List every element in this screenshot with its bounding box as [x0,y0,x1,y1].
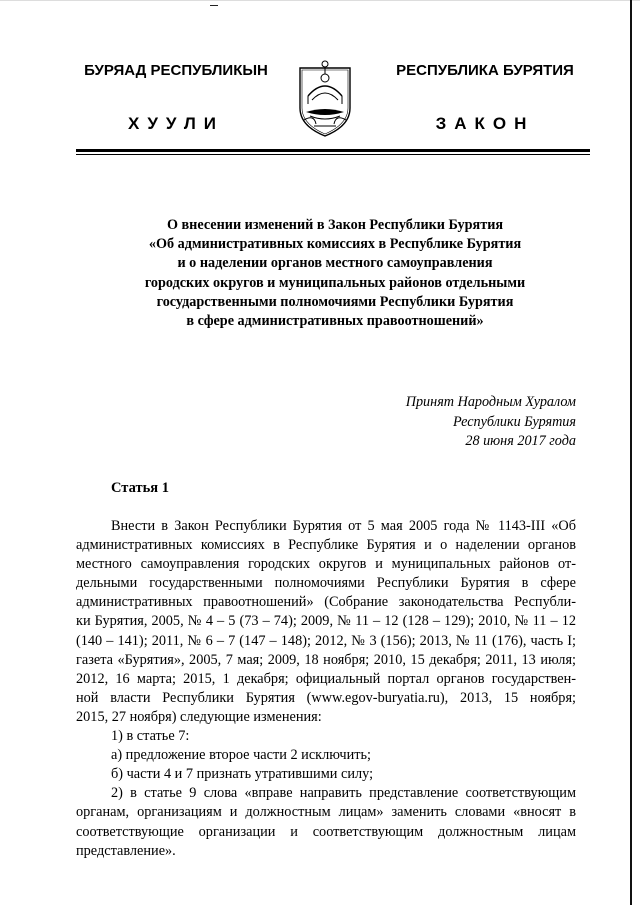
body-line: (140 – 141); 2011, № 6 – 7 (147 – 148); 2012, № 3 (156); 2013, № 11 (176), часть I; [76,632,576,649]
article-heading: Статья 1 [111,480,169,496]
body-line: ной власти Республики Бурятия (www.egov-buryatia.ru), 2013, 15 ноября; [76,689,576,706]
body-line: 2015, 27 ноября) следующие изменения: [76,708,322,725]
law-title [80,216,590,331]
body-line: б) части 4 и 7 признать утратившими силу; [111,766,374,783]
title-line: государственными полномочиями Республики Бурятия [156,293,514,310]
body-line: газета «Бурятия», 2005, 7 мая; 2009, 18 ноября; 2010, 15 декабря; 2011, 13 июля; [76,651,576,668]
body-line: местного самоуправления городских округов и муниципальных районов от- [76,556,576,573]
body-line: представление». [76,842,176,859]
body-line: соответствующие организации и соответствующим должностным лицам [76,823,576,840]
body-line: административных правоотношений» (Собрание законодательства Республи- [76,594,576,611]
header-left-subtitle: ХУУЛИ [128,114,224,133]
body-line: 1) в статье 7: [111,728,190,745]
body-line: Внести в Закон Республики Бурятия от 5 мая 2005 года № 1143-III «Об [111,518,576,534]
title-line: О внесении изменений в Закон Республики Бурятия [166,217,504,233]
title-line: и о наделении органов местного самоуправления [177,255,493,272]
article-body [76,517,576,861]
header-right-subtitle: ЗАКОН [435,114,535,133]
body-line: 2012, 16 марта; 2015, 1 декабря; официальный портал органов государствен- [76,670,576,687]
body-line: 2) в статье 9 слова «вправе направить представление соответствующим [111,785,576,802]
scan-mark [210,5,218,6]
adoption-date: 28 июня 2017 года [465,433,576,449]
header-right-title: РЕСПУБЛИКА БУРЯТИЯ [396,62,574,79]
body-line: а) предложение второе части 2 исключить; [111,747,371,764]
body-line: административных комиссиях в Республике Бурятия и о наделении органов [76,537,576,554]
header-left-title: БУРЯАД РЕСПУБЛИКЫН [84,62,268,79]
title-line: в сфере административных правоотношений» [186,313,484,330]
adoption-note [300,393,576,452]
title-line: городских округов и муниципальных районов отдельными [144,274,526,291]
title-line: «Об административных комиссиях в Республике Бурятия [148,236,522,253]
body-line: дельными государственными полномочиями Республики Бурятия в сфере [76,575,576,592]
adoption-line-2: Республики Бурятия [452,413,576,430]
adoption-line-1: Принят Народным Хуралом [405,394,576,410]
coat-of-arms-icon [294,56,356,138]
page-top-edge [0,0,640,1]
header-rule-thick [76,149,590,152]
body-line: ки Бурятия, 2005, № 4 – 5 (73 – 74); 2009, № 11 – 12 (128 – 129); 2010, № 11 – 12 [76,613,576,630]
page-right-edge [630,0,632,905]
body-line: органам, организациям и должностным лицам» заменить словами «вносят в [76,804,576,821]
header-rule-thin [76,154,590,155]
